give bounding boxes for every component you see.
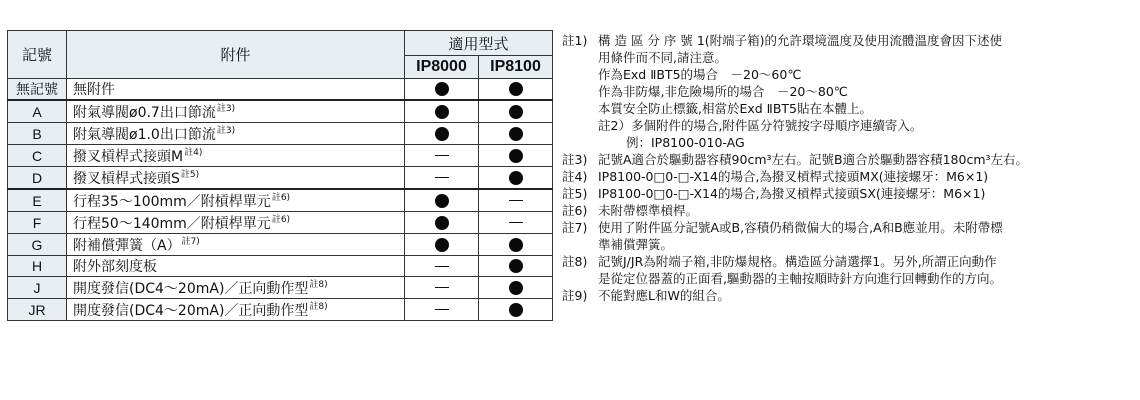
- table-row: [8, 299, 553, 321]
- cell-ip8100: [479, 234, 553, 256]
- available-dot-icon: [509, 149, 523, 163]
- cell-ip8000: [405, 277, 479, 299]
- note-8: [562, 253, 1137, 287]
- not-available-dash-icon: [435, 309, 449, 310]
- note-text: 使用了附件區分記號A或B,容積仍稍微偏大的場合,A和B應並用。未附帶標: [598, 220, 1003, 235]
- row-code: B: [8, 123, 67, 145]
- row-code: G: [8, 234, 67, 256]
- note-text: 記號J/JR為附端子箱,非防爆規格。構造區分請選擇1。另外,所謂正向動作: [598, 254, 997, 269]
- attachment-text: 附補償彈簧（A）: [73, 238, 181, 254]
- cell-ip8000: [405, 299, 479, 321]
- notes-section: [562, 32, 1137, 304]
- not-available-dash-icon: [435, 287, 449, 288]
- table-row: [8, 277, 553, 299]
- note-text: 作為非防爆,非危險場所的場合 －20～80℃: [598, 84, 848, 99]
- row-attachment: [67, 167, 405, 190]
- cell-ip8100: [479, 277, 553, 299]
- cell-ip8100: [479, 123, 553, 145]
- available-dot-icon: [435, 82, 449, 96]
- note-7: [562, 219, 1137, 253]
- note-text: 作為Exd ⅡBT5的場合 －20～60℃: [598, 67, 802, 82]
- note-9: [562, 287, 1137, 304]
- cell-ip8100: [479, 299, 553, 321]
- cell-ip8100: [479, 212, 553, 234]
- available-dot-icon: [509, 281, 523, 295]
- attachment-text: 開度發信(DC4～20mA)／正向動作型: [73, 303, 309, 319]
- header-ip8000: IP8000: [405, 56, 479, 79]
- row-attachment: [67, 277, 405, 299]
- attachment-text: 附外部刻度板: [73, 259, 157, 275]
- note-5: [562, 185, 1137, 202]
- footnote-ref: 註3): [216, 104, 236, 114]
- attachment-text: 附氣導閥ø0.7出口節流: [73, 105, 216, 121]
- footnote-ref: 註4): [184, 148, 203, 158]
- cell-ip8000: [405, 212, 479, 234]
- available-dot-icon: [509, 82, 523, 96]
- table-row: [8, 256, 553, 277]
- note-label: 註7): [562, 220, 588, 235]
- row-code: F: [8, 212, 67, 234]
- row-code: D: [8, 167, 67, 190]
- accessory-table-body: [8, 79, 553, 321]
- table-row: [8, 234, 553, 256]
- table-row: [8, 123, 553, 145]
- table-row: [8, 212, 553, 234]
- table-row: [8, 79, 553, 101]
- footnote-ref: 註3): [216, 126, 236, 136]
- note-label: 註4): [562, 169, 588, 184]
- cell-ip8000: [405, 189, 479, 212]
- accessory-table: [7, 30, 553, 321]
- available-dot-icon: [435, 127, 449, 141]
- note-4: [562, 168, 1137, 185]
- attachment-text: 行程35～100mm／附槓桿單元: [73, 194, 271, 210]
- table-row: [8, 145, 553, 167]
- available-dot-icon: [509, 303, 523, 317]
- row-attachment: [67, 79, 405, 101]
- available-dot-icon: [509, 127, 523, 141]
- note-text: 用條件而不同,請注意。: [598, 50, 727, 65]
- not-available-dash-icon: [435, 177, 449, 178]
- header-code: 記號: [8, 31, 67, 79]
- note-label: 註6): [562, 203, 588, 218]
- note-label: 註8): [562, 254, 588, 269]
- row-code: JR: [8, 299, 67, 321]
- row-attachment: [67, 234, 405, 256]
- row-attachment: [67, 145, 405, 167]
- attachment-text: 無附件: [73, 82, 115, 98]
- footnote-ref: 註8): [309, 280, 328, 290]
- available-dot-icon: [435, 216, 449, 230]
- footnote-ref: 註6): [271, 193, 291, 203]
- table-row: [8, 189, 553, 212]
- cell-ip8100: [479, 100, 553, 123]
- row-code: J: [8, 277, 67, 299]
- not-available-dash-icon: [435, 266, 449, 267]
- header-ip8100: IP8100: [479, 56, 553, 79]
- available-dot-icon: [435, 105, 449, 119]
- header-applicable-model: 適用型式: [405, 31, 553, 56]
- table-row: [8, 167, 553, 190]
- cell-ip8000: [405, 123, 479, 145]
- row-code: C: [8, 145, 67, 167]
- attachment-text: 撥叉槓桿式接頭S: [73, 171, 180, 187]
- table-row: [8, 100, 553, 123]
- note-text: 本質安全防止標籤,相當於Exd ⅡBT5貼在本體上。: [598, 101, 872, 116]
- cell-ip8000: [405, 167, 479, 190]
- attachment-text: 開度發信(DC4～20mA)／正向動作型: [73, 281, 309, 297]
- note-text: IP8100-0□0-□-X14的場合,為撥叉槓桿式接頭SX(連接螺牙：M6×1): [598, 186, 986, 201]
- note-label: 註3): [562, 152, 588, 167]
- cell-ip8100: [479, 256, 553, 277]
- note-text: 構 造 區 分 序 號 1(附端子箱)的允許環境溫度及使用流體溫度會因下述使: [598, 33, 1003, 48]
- footnote-ref: 註6): [271, 215, 291, 225]
- note-label: 註1): [562, 33, 588, 48]
- cell-ip8000: [405, 256, 479, 277]
- attachment-text: 撥叉槓桿式接頭M: [73, 149, 184, 165]
- note-label: 註9): [562, 288, 588, 303]
- row-code: 無記號: [8, 79, 67, 101]
- available-dot-icon: [509, 105, 523, 119]
- row-code: H: [8, 256, 67, 277]
- available-dot-icon: [509, 259, 523, 273]
- cell-ip8100: [479, 167, 553, 190]
- available-dot-icon: [435, 194, 449, 208]
- cell-ip8000: [405, 79, 479, 101]
- row-code: E: [8, 189, 67, 212]
- note-1: [562, 32, 1137, 151]
- note-text: 記號A適合於驅動器容積90cm³左右。記號B適合於驅動器容積180cm³左右。: [598, 152, 1029, 167]
- cell-ip8000: [405, 145, 479, 167]
- cell-ip8000: [405, 234, 479, 256]
- note-text: 準補償彈簧。: [598, 237, 674, 252]
- note-3: [562, 151, 1137, 168]
- available-dot-icon: [509, 171, 523, 185]
- note-text: 註2）多個附件的場合,附件區分符號按字母順序連續寄入。: [598, 118, 923, 133]
- available-dot-icon: [509, 238, 523, 252]
- header-attachment: 附件: [67, 31, 405, 79]
- available-dot-icon: [435, 238, 449, 252]
- cell-ip8000: [405, 100, 479, 123]
- row-code: A: [8, 100, 67, 123]
- not-available-dash-icon: [509, 222, 523, 223]
- note-text: 例：IP8100-010-AG: [626, 135, 745, 150]
- attachment-text: 行程50～140mm／附槓桿單元: [73, 216, 271, 232]
- not-available-dash-icon: [435, 155, 449, 156]
- row-attachment: [67, 123, 405, 145]
- cell-ip8100: [479, 145, 553, 167]
- note-text: 是從定位器蓋的正面看,驅動器的主軸按順時針方向進行回轉動作的方向。: [598, 271, 1002, 286]
- footnote-ref: 註5): [180, 170, 200, 180]
- note-label: 註5): [562, 186, 588, 201]
- row-attachment: [67, 212, 405, 234]
- note-text: 未附帶標準槓桿。: [598, 203, 699, 218]
- row-attachment: [67, 299, 405, 321]
- cell-ip8100: [479, 189, 553, 212]
- cell-ip8100: [479, 79, 553, 101]
- note-text: 不能對應L和W的組合。: [598, 288, 730, 303]
- row-attachment: [67, 256, 405, 277]
- row-attachment: [67, 189, 405, 212]
- footnote-ref: 註7): [181, 237, 200, 247]
- footnote-ref: 註8): [309, 302, 328, 312]
- attachment-text: 附氣導閥ø1.0出口節流: [73, 127, 216, 143]
- row-attachment: [67, 100, 405, 123]
- note-6: [562, 202, 1137, 219]
- not-available-dash-icon: [509, 200, 523, 201]
- note-text: IP8100-0□0-□-X14的場合,為撥叉槓桿式接頭MX(連接螺牙：M6×1): [598, 169, 989, 184]
